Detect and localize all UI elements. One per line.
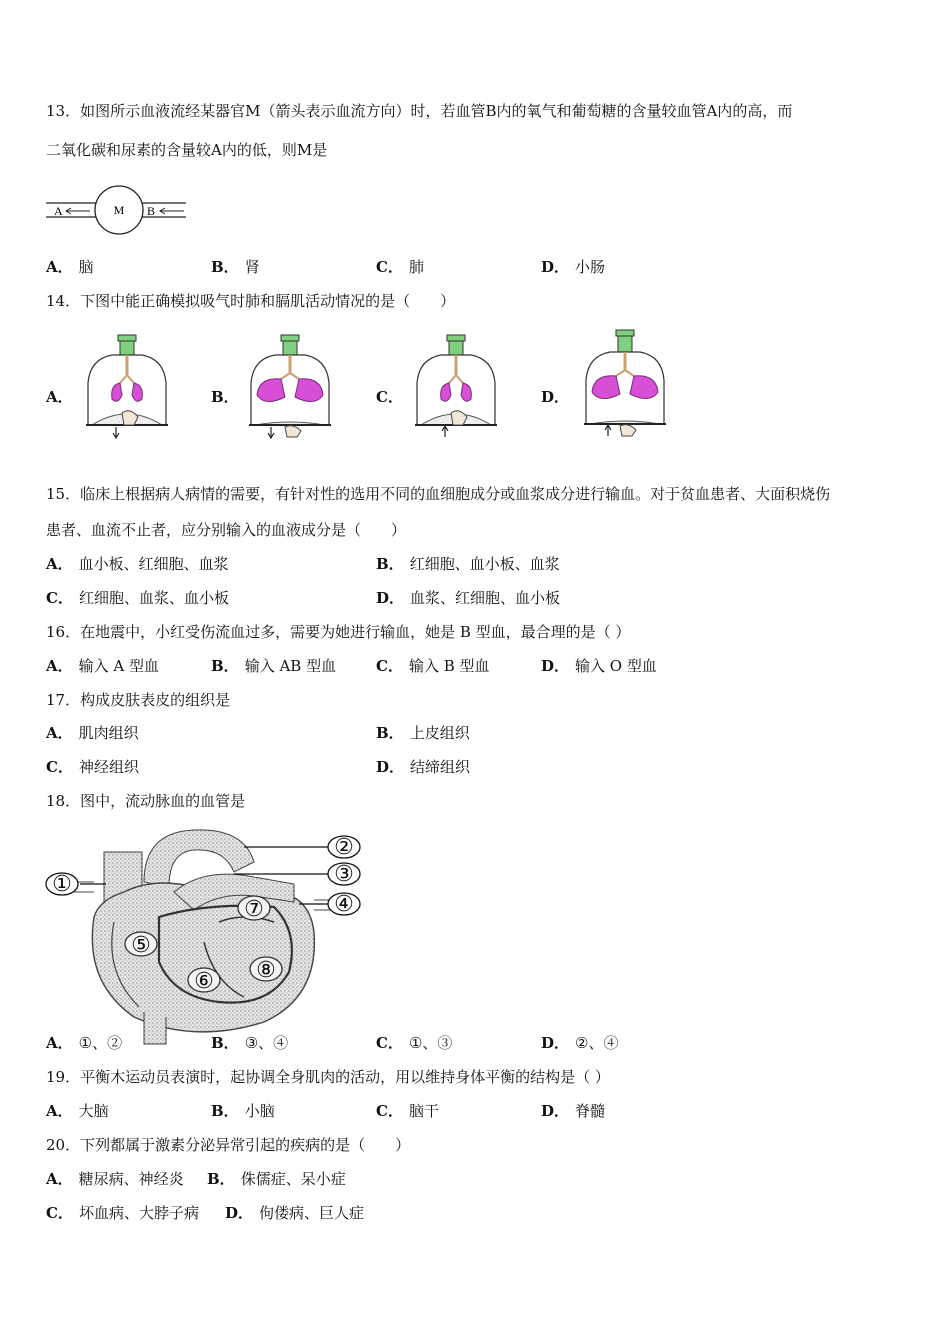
q16-option-c[interactable]: C． 输入 B 型血 — [376, 657, 490, 675]
q20-option-d[interactable]: D． 佝偻病、巨人症 — [225, 1204, 365, 1222]
q16-stem: 16．在地震中，小红受伤流血过多，需要为她进行输血，她是 B 型血，最合理的是（ ） — [46, 623, 631, 641]
q13-option-a[interactable]: A． 脑 — [46, 258, 94, 276]
q16-option-b[interactable]: B． 输入 AB 型血 — [211, 657, 337, 675]
bell-jar-model-a — [82, 333, 172, 438]
q13-option-c[interactable]: C． 肺 — [376, 258, 424, 276]
q15-option-c[interactable]: C． 红细胞、血浆、血小板 — [46, 589, 229, 607]
q14-label-c[interactable]: C． — [376, 388, 403, 406]
q20-option-c[interactable]: C． 坏血病、大脖子病 — [46, 1204, 199, 1222]
q20-option-b[interactable]: B． 侏儒症、呆小症 — [207, 1170, 346, 1188]
q19-stem: 19．平衡木运动员表演时，起协调全身肌肉的活动，用以维持身体平衡的结构是（ ） — [46, 1068, 610, 1086]
svg-text:④: ④ — [334, 892, 354, 917]
blood-flow-organ-diagram — [46, 185, 191, 235]
q13-line1: 13．如图所示血液流经某器官M（箭头表示血流方向）时，若血管B内的氧气和葡萄糖的含量较血管A内的高，而 — [46, 102, 793, 120]
svg-text:③: ③ — [334, 862, 354, 887]
q18-option-d[interactable]: D． ②、④ — [541, 1034, 619, 1052]
svg-text:⑦: ⑦ — [244, 897, 264, 922]
q19-option-b[interactable]: B． 小脑 — [211, 1102, 275, 1120]
q19-option-d[interactable]: D． 脊髓 — [541, 1102, 606, 1120]
q19-option-a[interactable]: A． 大脑 — [46, 1102, 109, 1120]
q18-option-a[interactable]: A． ①、② — [46, 1034, 123, 1052]
q14-stem: 14．下图中能正确模拟吸气时肺和膈肌活动情况的是（ ） — [46, 292, 456, 310]
q13-option-b[interactable]: B． 肾 — [211, 258, 260, 276]
svg-text:M: M — [113, 203, 125, 217]
q15-line1: 15．临床上根据病人病情的需要，有针对性的选用不同的血细胞成分或血浆成分进行输血。对于贫血患者、大面积烧伤 — [46, 485, 831, 503]
q13-line2: 二氧化碳和尿素的含量较A内的低，则M是 — [46, 141, 328, 159]
svg-text:⑥: ⑥ — [194, 969, 214, 994]
q20-stem: 20．下列都属于激素分泌异常引起的疾病的是（ ） — [46, 1136, 411, 1154]
q15-line2: 患者、血流不止者，应分别输入的血液成分是（ ） — [46, 521, 407, 539]
q15-option-a[interactable]: A． 血小板、红细胞、血浆 — [46, 555, 229, 573]
svg-text:⑧: ⑧ — [256, 958, 276, 983]
q15-option-d[interactable]: D． 血浆、红细胞、血小板 — [376, 589, 561, 607]
bell-jar-model-d — [580, 328, 670, 438]
q13-option-d[interactable]: D． 小肠 — [541, 258, 606, 276]
q18-option-b[interactable]: B． ③、④ — [211, 1034, 289, 1052]
q14-label-a[interactable]: A． — [46, 388, 73, 406]
q19-option-c[interactable]: C． 脑干 — [376, 1102, 439, 1120]
svg-text:⑤: ⑤ — [131, 933, 151, 958]
q17-stem: 17．构成皮肤表皮的组织是 — [46, 691, 231, 709]
svg-text:B: B — [147, 204, 156, 218]
svg-text:②: ② — [334, 835, 354, 860]
q15-option-b[interactable]: B． 红细胞、血小板、血浆 — [376, 555, 560, 573]
svg-text:①: ① — [52, 872, 72, 897]
q14-label-d[interactable]: D． — [541, 388, 570, 406]
q17-option-c[interactable]: C． 神经组织 — [46, 758, 139, 776]
q17-option-a[interactable]: A． 肌肉组织 — [46, 724, 139, 742]
q20-option-a[interactable]: A． 糖尿病、神经炎 — [46, 1170, 184, 1188]
q17-option-d[interactable]: D． 结缔组织 — [376, 758, 471, 776]
bell-jar-model-c — [411, 333, 501, 438]
q16-option-a[interactable]: A． 输入 A 型血 — [46, 657, 160, 675]
bell-jar-model-b — [245, 333, 335, 438]
q18-stem: 18．图中，流动脉血的血管是 — [46, 792, 246, 810]
q18-option-c[interactable]: C． ①、③ — [376, 1034, 453, 1052]
q17-option-b[interactable]: B． 上皮组织 — [376, 724, 470, 742]
heart-structure-diagram — [44, 822, 364, 1047]
q16-option-d[interactable]: D． 输入 O 型血 — [541, 657, 657, 675]
svg-text:A: A — [54, 204, 63, 218]
q14-label-b[interactable]: B． — [211, 388, 239, 406]
